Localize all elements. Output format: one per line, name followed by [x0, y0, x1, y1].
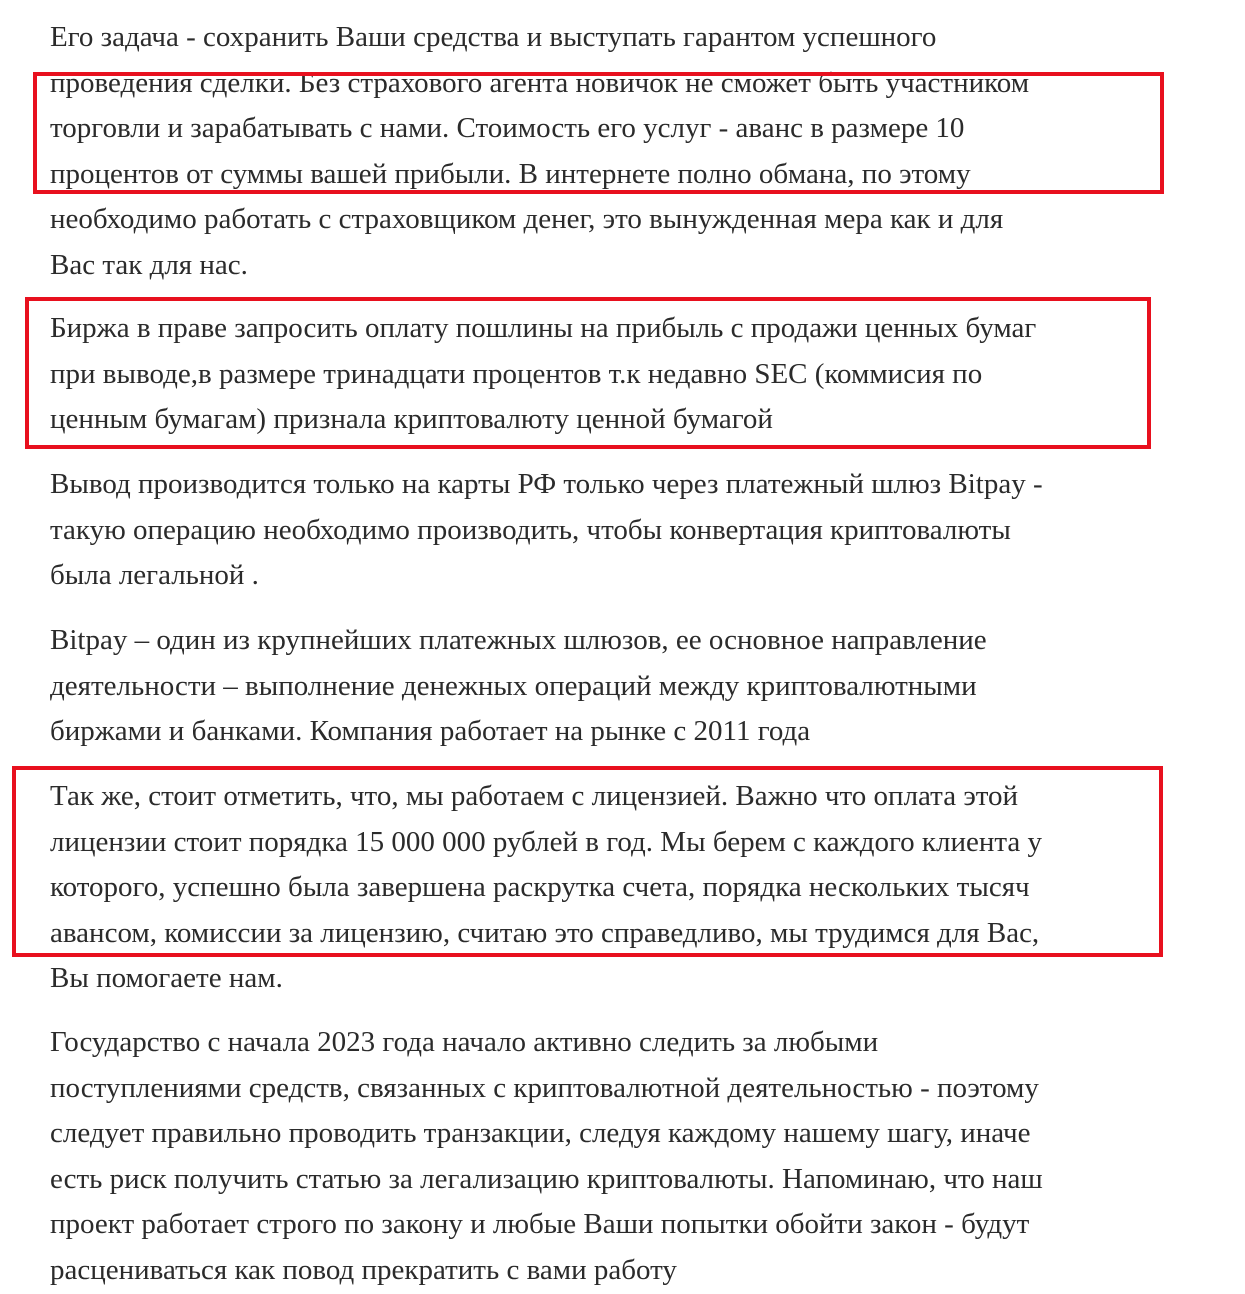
text-line: Так же, стоит отметить, что, мы работаем с лицензией. Важно что оплата этой: [50, 780, 1019, 812]
text-line: поступлениями средств, связанных с криптовалютной деятельностью - поэтому: [50, 1071, 1039, 1104]
text-line: Вас так для нас.: [50, 248, 248, 281]
text-line: Bitpay – один из крупнейших платежных шлюзов, ее основное направление: [50, 624, 987, 656]
text-line: ценным бумагам) признала криптовалюту ценной бумагой: [50, 403, 773, 436]
text-line: проведения сделки. Без страхового агента новичок не сможет быть участником: [50, 66, 1030, 99]
paragraph-insurance-agent: [50, 15, 1029, 289]
paragraph-state-control: [50, 1020, 1043, 1294]
paragraph-bitpay: [50, 618, 987, 755]
paragraph-exchange-fee: [50, 306, 1036, 443]
text-line: Государство с начала 2023 года начало активно следить за любыми: [50, 1026, 879, 1058]
text-line: биржами и банками. Компания работает на рынке с 2011 года: [50, 715, 811, 748]
text-line: расцениваться как повод прекратить с вами работу: [50, 1253, 677, 1286]
text-line: проект работает строго по закону и любые Ваши попытки обойти закон - будут: [50, 1208, 1030, 1241]
text-line: Его задача - сохранить Ваши средства и выступать гарантом успешного: [50, 21, 937, 53]
text-line: была легальной .: [50, 559, 259, 592]
text-line: авансом, комиссии за лицензию, считаю это справедливо, мы трудимся для Вас,: [50, 916, 1040, 949]
text-line: Вывод производится только на карты РФ только через платежный шлюз Bitpay -: [50, 468, 1043, 500]
text-line: такую операцию необходимо производить, чтобы конвертация криптовалюты: [50, 513, 1011, 546]
text-line: следует правильно проводить транзакции, следуя каждому нашему шагу, иначе: [50, 1117, 1031, 1150]
text-line: процентов от суммы вашей прибыли. В интернете полно обмана, по этому: [50, 157, 971, 190]
text-line: торговли и зарабатывать с нами. Стоимость его услуг - аванс в размере 10: [50, 112, 965, 145]
text-line: есть риск получить статью за легализацию криптовалюты. Напоминаю, что наш: [50, 1162, 1043, 1195]
text-line: Биржа в праве запросить оплату пошлины на прибыль с продажи ценных бумаг: [50, 312, 1037, 344]
paragraph-withdrawal: [50, 462, 1043, 599]
text-line: которого, успешно была завершена раскрутка счета, порядка нескольких тысяч: [50, 871, 1030, 904]
text-line: деятельности – выполнение денежных операций между криптовалютными: [50, 669, 977, 702]
text-line: необходимо работать с страховщиком денег, это вынужденная мера как и для: [50, 203, 1004, 236]
text-line: при выводе,в размере тринадцати процентов т.к недавно SEC (коммисия по: [50, 357, 983, 390]
text-line: лицензии стоит порядка 15 000 000 рублей в год. Мы берем с каждого клиента у: [50, 825, 1043, 858]
paragraph-license: [50, 774, 1042, 1002]
text-line: Вы помогаете нам.: [50, 962, 283, 995]
